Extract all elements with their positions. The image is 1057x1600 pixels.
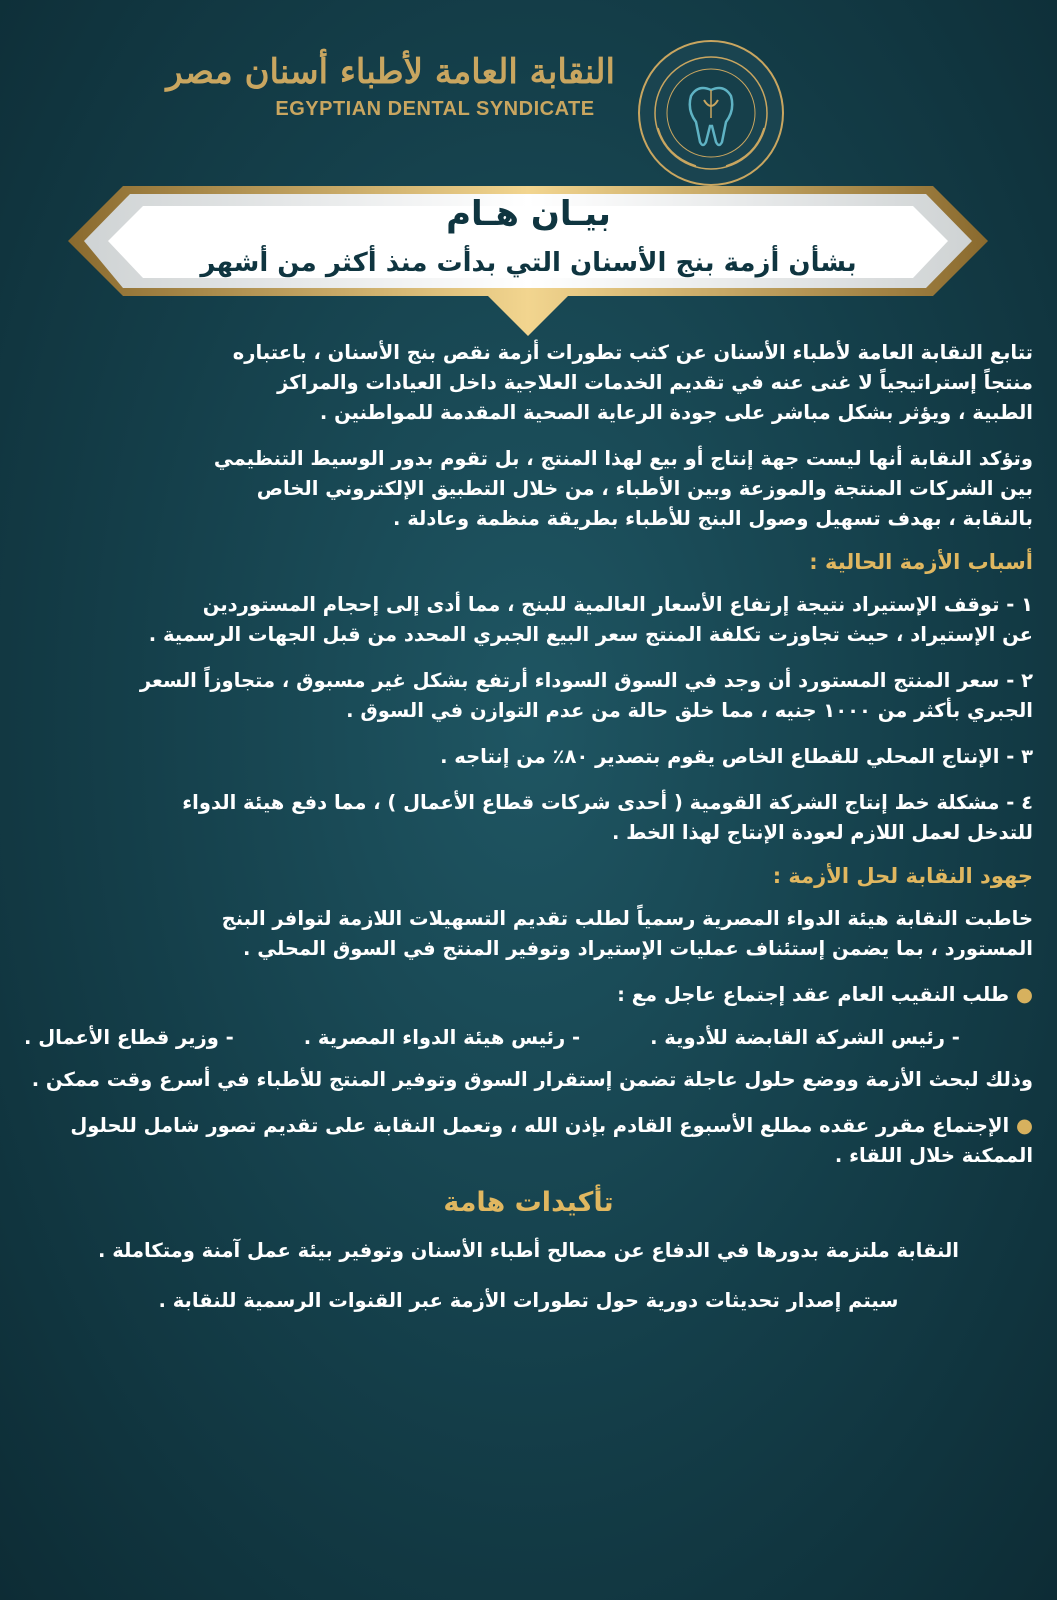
bullet-dot-icon: ● xyxy=(1015,983,1033,1006)
text-line: بين الشركات المنتجة والموزعة وبين الأطباء ، من خلال التطبيق الإلكتروني الخاص xyxy=(256,477,1033,500)
text-line xyxy=(24,1111,1033,1141)
text-line: الجبري بأكثر من ١٠٠٠ جنيه ، مما خلق حالة من عدم التوازن في السوق . xyxy=(346,699,1033,722)
statement-title: بيـان هـام xyxy=(446,194,611,234)
text-line: المستورد ، بما يضمن إستئناف عمليات الإستيراد وتوفير المنتج في السوق المحلي . xyxy=(243,937,1033,960)
text-line: الممكنة خلال اللقاء . xyxy=(834,1144,1033,1167)
syndicate-logo-text xyxy=(166,52,615,121)
syndicate-name-arabic: النقابة العامة لأطباء أسنان مصر xyxy=(166,52,615,92)
intro-paragraph-2 xyxy=(24,444,1033,534)
text-line: خاطبت النقابة هيئة الدواء المصرية رسمياً لطلب تقديم التسهيلات اللازمة لتوافر البنج xyxy=(221,907,1033,930)
bullet-text: الإجتماع مقرر عقده مطلع الأسبوع القادم بإذن الله ، وتعمل النقابة على تقديم تصور شامل للحلول xyxy=(70,1114,1010,1137)
text-line: وتؤكد النقابة أنها ليست جهة إنتاج أو بيع لهذا المنتج ، بل تقوم بدور الوسيط التنظيمي xyxy=(213,447,1033,470)
confirmations-heading: تأكيدات هامة xyxy=(443,1187,614,1218)
causes-heading: أسباب الأزمة الحالية : xyxy=(809,550,1033,574)
syndicate-seal-logo xyxy=(636,38,786,188)
text-line: الطبية ، ويؤثر بشكل مباشر على جودة الرعاية الصحية المقدمة للمواطنين . xyxy=(319,401,1033,424)
text-line: ١ - توقف الإستيراد نتيجة إرتفاع الأسعار العالمية للبنج ، مما أدى إلى إحجام المستوردين xyxy=(202,593,1033,616)
text-line: تتابع النقابة العامة لأطباء الأسنان عن كثب تطورات أزمة نقص بنج الأسنان ، باعتباره xyxy=(232,341,1033,364)
cause-item-3 xyxy=(24,742,1033,772)
official-minister: - وزير قطاع الأعمال . xyxy=(24,1026,234,1049)
text-line: منتجاً إستراتيجياً لا غنى عنه في تقديم الخدمات العلاجية داخل العيادات والمراكز xyxy=(277,371,1033,394)
officials-list xyxy=(24,1026,1033,1049)
text-line: للتدخل لعمل اللازم لعودة الإنتاج لهذا الخط . xyxy=(611,821,1033,844)
confirmation-item-2: سيتم إصدار تحديثات دورية حول تطورات الأزمة عبر القنوات الرسمية للنقابة . xyxy=(158,1289,899,1312)
bullet-dot-icon: ● xyxy=(1015,1114,1033,1137)
cause-item-4 xyxy=(24,788,1033,848)
confirmation-item-1: النقابة ملتزمة بدورها في الدفاع عن مصالح أطباء الأسنان وتوفير بيئة عمل آمنة ومتكاملة . xyxy=(98,1239,959,1262)
intro-paragraph-1 xyxy=(24,338,1033,428)
statement-subtitle: بشأن أزمة بنج الأسنان التي بدأت منذ أكثر من أشهر xyxy=(200,248,857,278)
official-drug-authority: - رئيس هيئة الدواء المصرية . xyxy=(303,1026,581,1049)
text-line: ٣ - الإنتاج المحلي للقطاع الخاص يقوم بتصدير ٨٠٪ من إنتاجه . xyxy=(440,745,1033,768)
statement-body xyxy=(24,338,1033,1336)
meeting-schedule-bullet xyxy=(24,1111,1033,1171)
meeting-purpose: وذلك لبحث الأزمة ووضع حلول عاجلة تضمن إستقرار السوق وتوفير المنتج للأطباء في أسرع وقت ممكن . xyxy=(31,1068,1033,1091)
cause-item-1 xyxy=(24,590,1033,650)
text-line: بالنقابة ، بهدف تسهيل وصول البنج للأطباء بطريقة منظمة وعادلة . xyxy=(393,507,1033,530)
cause-item-2 xyxy=(24,666,1033,726)
efforts-paragraph xyxy=(24,904,1033,964)
text-line: ٤ - مشكلة خط إنتاج الشركة القومية ( أحدى شركات قطاع الأعمال ) ، مما دفع هيئة الدواء xyxy=(182,791,1033,814)
meeting-request-bullet xyxy=(24,980,1033,1010)
official-holding-company: - رئيس الشركة القابضة للأدوية . xyxy=(650,1026,960,1049)
syndicate-name-english: EGYPTIAN DENTAL SYNDICATE xyxy=(275,98,595,120)
efforts-heading: جهود النقابة لحل الأزمة : xyxy=(772,864,1033,888)
text-line: ٢ - سعر المنتج المستورد أن وجد في السوق السوداء أرتفع بشكل غير مسبوق ، متجاوزاً السعر xyxy=(139,669,1033,692)
bullet-text: طلب النقيب العام عقد إجتماع عاجل مع : xyxy=(617,983,1010,1006)
text-line: عن الإستيراد ، حيث تجاوزت تكلفة المنتج سعر البيع الجبري المحدد من قبل الجهات الرسمية . xyxy=(148,623,1033,646)
